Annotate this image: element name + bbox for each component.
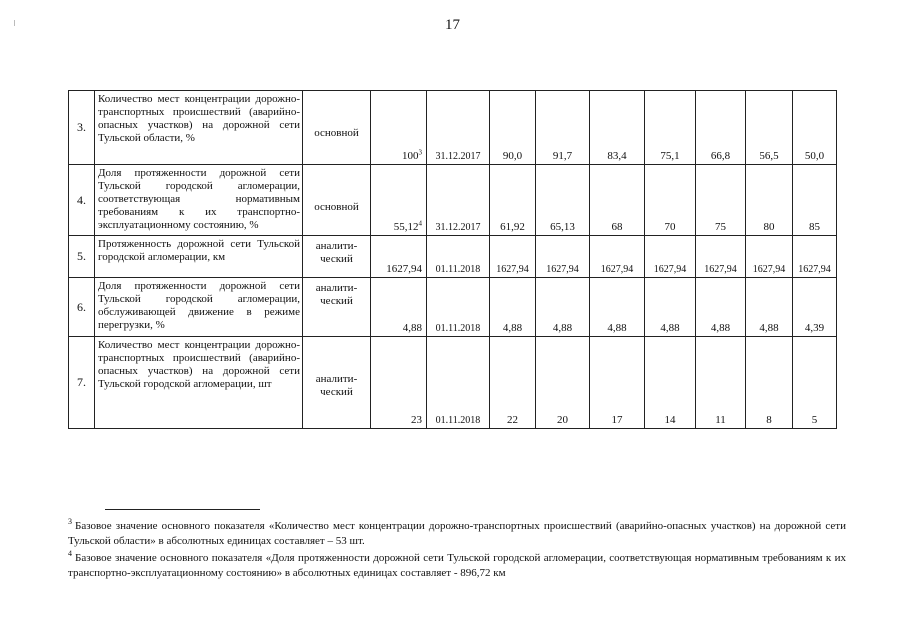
row-number: 7. [69,337,95,429]
footnote-reference: 4 [418,219,422,228]
base-value-cell [371,236,427,278]
year-value: 17 [590,337,645,429]
base-date: 31.12.2017 [427,91,490,165]
year-value: 1627,94 [536,236,590,278]
row-number: 4. [69,165,95,236]
year-value: 91,7 [536,91,590,165]
binding-margin-marks [14,20,15,26]
year-value: 56,5 [746,91,793,165]
footnote-4 [68,551,846,581]
row-number: 6. [69,278,95,337]
base-date: 01.11.2018 [427,278,490,337]
footnote-text: Базовое значение основного показателя «Доля протяженности дорожной сети Тульской городской агломерации, соответствующая нормативным требованиям к их транспортно-эксплуатационному состоянию» в абсолютных единицах составляет - 896,72 км [68,552,846,579]
base-value: 4,88 [402,322,422,334]
year-value: 4,88 [746,278,793,337]
year-value: 68 [590,165,645,236]
table-row [69,91,837,165]
row-number: 5. [69,236,95,278]
year-value: 85 [793,165,837,236]
footnote-reference: 3 [418,148,422,157]
year-value: 50,0 [793,91,837,165]
base-value-cell [371,91,427,165]
indicator-type: аналити-ческий [303,236,371,278]
row-number: 3. [69,91,95,165]
table-row [69,236,837,278]
table-row [69,165,837,236]
base-date: 01.11.2018 [427,337,490,429]
table-row [69,337,837,429]
indicators-table [68,90,837,429]
year-value: 4,88 [536,278,590,337]
year-value: 20 [536,337,590,429]
year-value: 11 [696,337,746,429]
year-value: 70 [645,165,696,236]
base-value-cell [371,337,427,429]
year-value: 22 [490,337,536,429]
indicator-type: аналити-ческий [303,337,371,429]
indicator-type: аналити-ческий [303,278,371,337]
base-date: 01.11.2018 [427,236,490,278]
base-value-cell [371,165,427,236]
year-value: 83,4 [590,91,645,165]
year-value: 4,88 [645,278,696,337]
indicator-type: основной [303,91,371,165]
year-value: 90,0 [490,91,536,165]
base-value-cell [371,278,427,337]
base-value: 1627,94 [386,263,422,275]
indicator-name: Протяженность дорожной сети Тульской городской агломерации, км [95,236,303,278]
footnote-mark: 4 [68,549,72,559]
indicator-name: Доля протяженности дорожной сети Тульской городской агломерации, соответствующая нормативным требованиям к их транспортно-эксплуатационному состоянию, % [95,165,303,236]
table-row [69,278,837,337]
year-value: 4,88 [590,278,645,337]
indicator-type: основной [303,165,371,236]
year-value: 1627,94 [696,236,746,278]
year-value: 61,92 [490,165,536,236]
year-value: 65,13 [536,165,590,236]
base-value: 100 [402,150,419,162]
footnote-mark: 3 [68,517,72,527]
indicator-name: Доля протяженности дорожной сети Тульской городской агломерации, обслуживающей движение в режиме перегрузки, % [95,278,303,337]
year-value: 66,8 [696,91,746,165]
year-value: 1627,94 [746,236,793,278]
year-value: 5 [793,337,837,429]
footnote-3 [68,519,846,549]
year-value: 75,1 [645,91,696,165]
footnote-separator [105,509,260,510]
year-value: 8 [746,337,793,429]
page-number: 17 [445,17,460,33]
year-value: 4,88 [490,278,536,337]
year-value: 1627,94 [645,236,696,278]
year-value: 4,39 [793,278,837,337]
base-value: 55,12 [393,221,419,233]
indicator-name: Количество мест концентрации дорожно-транспортных происшествий (аварийно-опасных участков) на дорожной сети Тульской области, % [95,91,303,165]
year-value: 80 [746,165,793,236]
year-value: 14 [645,337,696,429]
base-value: 23 [411,414,422,426]
year-value: 4,88 [696,278,746,337]
indicator-name: Количество мест концентрации дорожно-транспортных происшествий (аварийно-опасных участков) на дорожной сети Тульской городской агломерации, шт [95,337,303,429]
base-date: 31.12.2017 [427,165,490,236]
year-value: 1627,94 [793,236,837,278]
year-value: 1627,94 [490,236,536,278]
footnote-text: Базовое значение основного показателя «Количество мест концентрации дорожно-транспортных происшествий (аварийно-опасных участков) на дорожной сети Тульской области» в абсолютных единицах составляет – 53 шт. [68,520,846,547]
year-value: 1627,94 [590,236,645,278]
year-value: 75 [696,165,746,236]
